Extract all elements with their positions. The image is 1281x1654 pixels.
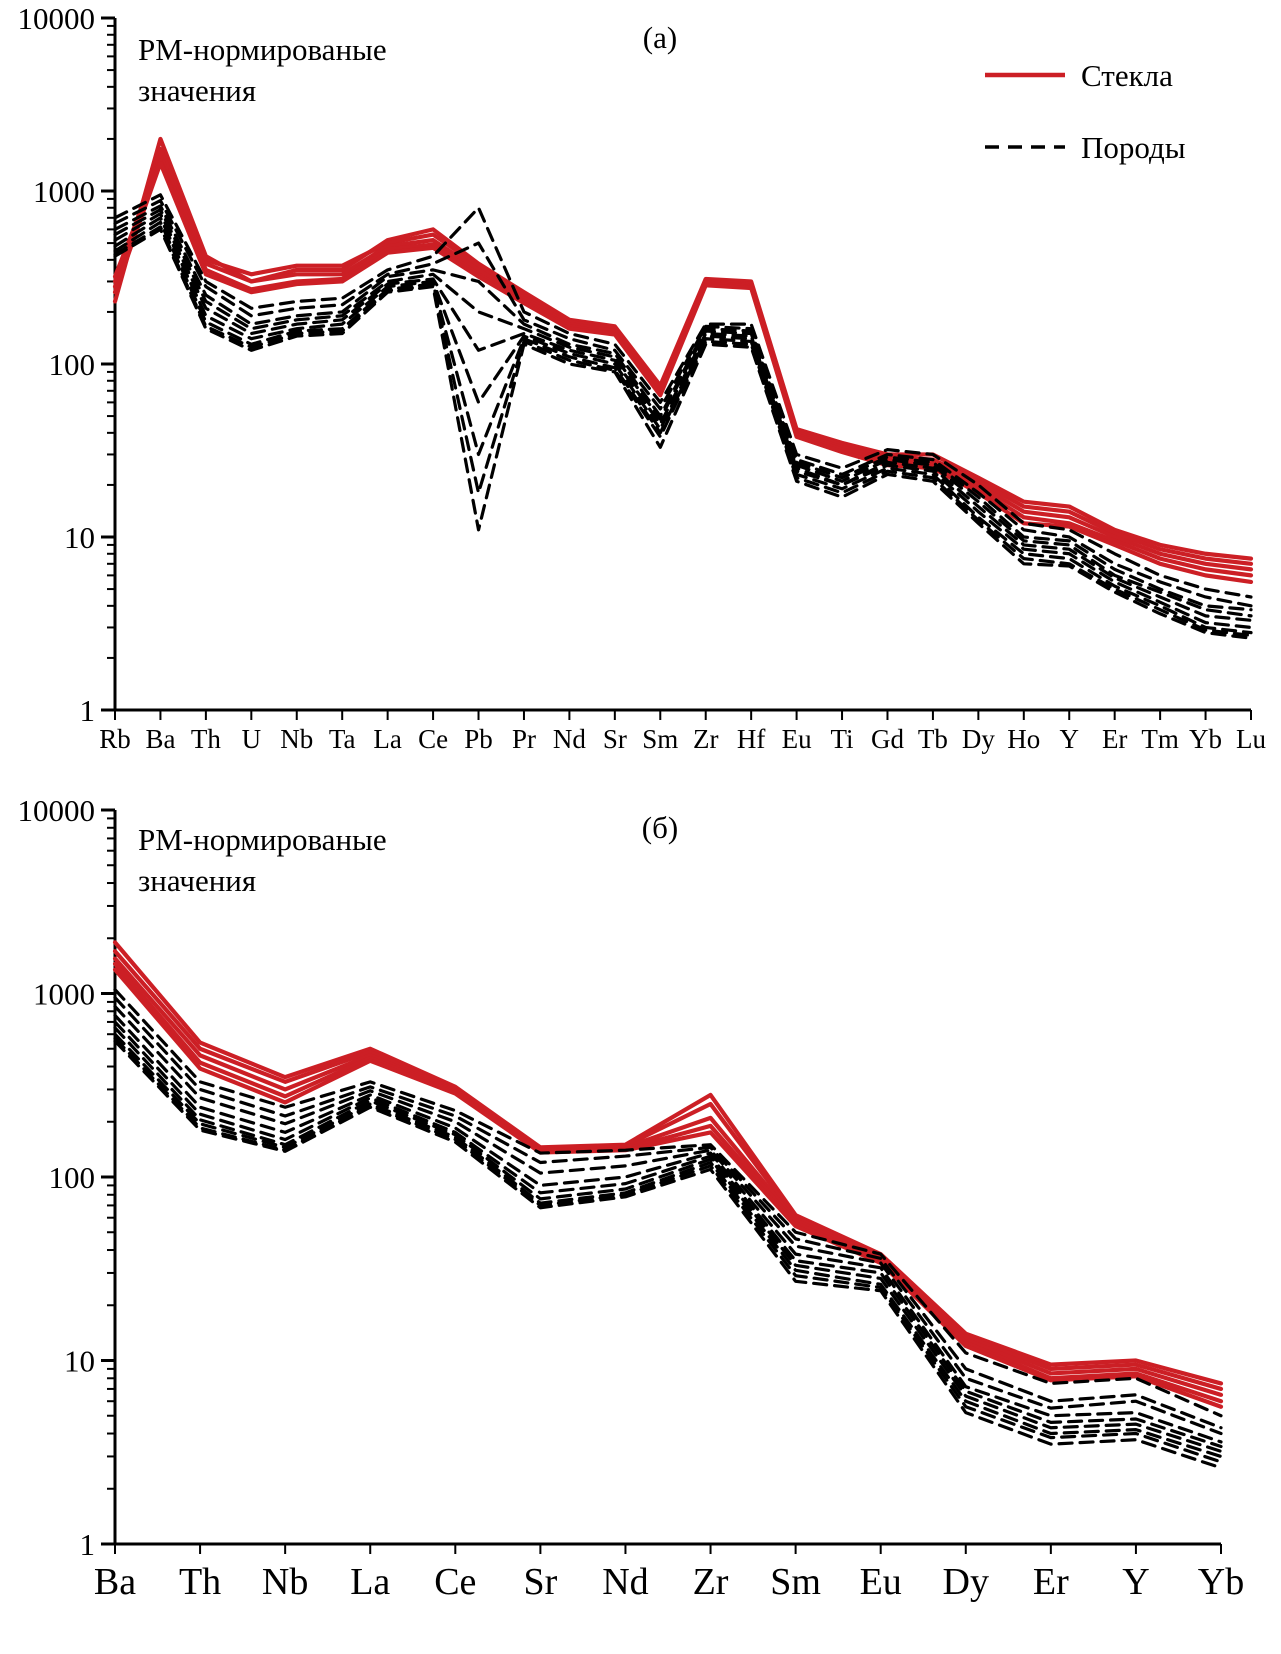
x-axis-tick-label: Nd (602, 1561, 649, 1603)
x-axis-tick-label: Zr (692, 724, 719, 754)
x-axis-tick-label: Y (1122, 1561, 1150, 1603)
x-axis-tick-label: Yb (1197, 1561, 1245, 1603)
x-axis-tick-label: La (350, 1561, 391, 1603)
x-axis-tick-label: Zr (692, 1561, 729, 1603)
x-axis-tick-label: Eu (781, 724, 812, 754)
x-axis-tick-label: Y (1059, 724, 1079, 754)
panel-tag: (б) (641, 810, 679, 845)
chart-series-line (115, 149, 1251, 564)
y-axis-tick-label: 10000 (17, 1, 95, 36)
series-group (115, 942, 1221, 1468)
x-axis-tick-label: Ba (93, 1561, 137, 1603)
x-axis-tick-label: Gd (870, 724, 904, 754)
y-axis-tick-label: 1000 (33, 174, 95, 209)
y-axis-tick-label: 10 (64, 1343, 95, 1379)
chart-panel-a (0, 0, 1281, 790)
chart-series-line (115, 201, 1251, 606)
x-axis-tick-label: Tb (917, 724, 948, 754)
x-axis-tick-label: Nb (261, 1561, 309, 1603)
x-axis-tick-label: Nb (280, 724, 314, 754)
series-group (115, 139, 1251, 638)
chart-series-line (115, 1028, 1221, 1451)
y-axis-tick-label: 1 (79, 1527, 95, 1562)
y-axis-tick-label: 100 (48, 347, 95, 382)
chart-panel-b (0, 790, 1281, 1654)
x-axis-tick-label: Er (1032, 1561, 1069, 1603)
x-axis-tick-label: Ho (1007, 724, 1041, 754)
x-axis-tick-label: Th (178, 1561, 222, 1603)
chart-series-line (115, 970, 1221, 1407)
x-axis-tick-label: Ce (418, 724, 449, 754)
x-axis-tick-label: Tm (1141, 724, 1179, 754)
x-axis-tick-label: Th (190, 724, 221, 754)
x-axis-tick-label: Lu (1236, 724, 1266, 754)
x-axis-tick-label: Ce (434, 1561, 477, 1603)
x-axis-tick-label: Nd (552, 724, 586, 754)
legend-label: Породы (1081, 130, 1186, 165)
x-axis-tick-label: Eu (859, 1561, 902, 1603)
x-axis-tick-label: Ta (328, 724, 356, 754)
panel-annotation-line1: PM-нормированые (138, 822, 387, 857)
panel-tag: (а) (642, 20, 678, 55)
x-axis-tick-label: Sm (770, 1561, 821, 1603)
x-axis-tick-label: Ba (145, 724, 176, 754)
x-axis-tick-label: U (241, 724, 262, 754)
x-axis-tick-label: Pb (464, 724, 493, 754)
y-axis-tick-label: 100 (48, 1160, 95, 1195)
x-axis-tick-label: Pr (511, 724, 536, 754)
x-axis-tick-label: Yb (1189, 724, 1223, 754)
x-axis-tick-label: Er (1101, 724, 1128, 754)
y-axis-tick-label: 10000 (17, 793, 95, 828)
chart-svg-b (0, 790, 1281, 1654)
x-axis-tick-label: Sm (642, 724, 679, 754)
panel-annotation-line1: PM-нормированые (138, 32, 387, 67)
legend-label: Стекла (1081, 58, 1173, 93)
chart-series-line (115, 229, 1251, 638)
chart-series-line (115, 210, 1251, 616)
x-axis-tick-label: Dy (961, 724, 995, 754)
x-axis-tick-label: Sr (602, 724, 627, 754)
chart-series-line (115, 139, 1251, 559)
y-axis-tick-label: 1 (79, 693, 95, 728)
x-axis-tick-label: Hf (736, 724, 766, 754)
x-axis-tick-label: Rb (99, 724, 131, 754)
chart-series-line (115, 990, 1221, 1416)
panel-annotation-line2: значения (138, 73, 257, 108)
chart-series-line (115, 942, 1221, 1383)
chart-svg-a (0, 0, 1281, 790)
x-axis-tick-label: La (373, 724, 402, 754)
y-axis-tick-label: 1000 (33, 976, 95, 1012)
panel-annotation-line2: значения (138, 863, 257, 898)
x-axis-tick-label: Sr (523, 1561, 558, 1603)
chart-series-line (115, 1034, 1221, 1456)
y-axis-tick-label: 10 (64, 520, 95, 555)
x-axis-tick-label: Ti (830, 724, 854, 754)
x-axis-tick-label: Dy (942, 1561, 989, 1603)
